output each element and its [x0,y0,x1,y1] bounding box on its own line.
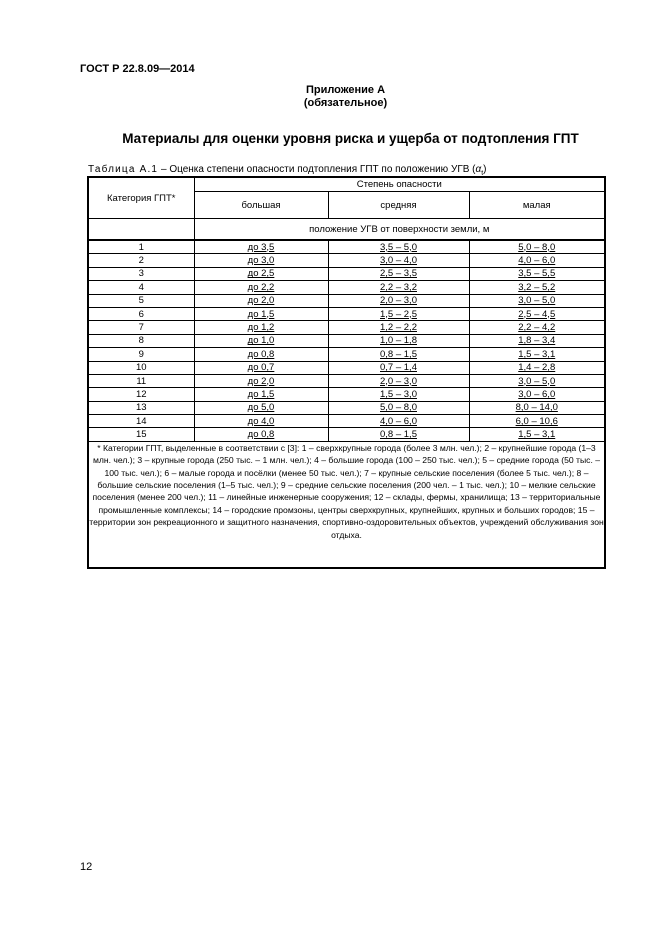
table-row [88,401,605,414]
table-caption-text: – Оценка степени опасности подтопления ГПТ по положению УГВ ( [158,164,476,175]
category-cell: 6 [88,307,194,320]
medium-hazard-cell: 0,7 – 1,4 [328,361,469,374]
high-hazard-cell: до 4,0 [194,415,328,428]
high-hazard-cell: до 0,8 [194,348,328,361]
header-degree: Степень опасности [194,177,605,192]
high-hazard-cell: до 2,5 [194,267,328,280]
low-hazard-cell: 5,0 – 8,0 [469,240,605,254]
category-cell: 8 [88,334,194,347]
high-hazard-cell: до 1,2 [194,321,328,334]
high-hazard-cell: до 0,7 [194,361,328,374]
table-body [88,240,605,441]
table-row [88,415,605,428]
table-caption-suffix: ) [483,164,487,175]
appendix-status: (обязательное) [303,97,388,109]
table-row [88,307,605,320]
medium-hazard-cell: 2,0 – 3,0 [328,374,469,387]
table-row [88,240,605,254]
medium-hazard-cell: 2,0 – 3,0 [328,294,469,307]
table-footnote: * Категории ГПТ, выделенные в соответствии с [3]: 1 – сверхкрупные города (более 3 млн. чел.); 2 – крупнейшие города (1–3 млн. чел.); 3 – крупные города (250 тыс. – 1 млн. чел.); 4 – большие города (100 – 250 тыс. чел.); 5 – средние города (50 тыс. – 100 тыс. чел.); 6 – малые города и посёлки (менее 50 тыс. чел.); 7 – крупные сельские поселения (более 5 тыс. чел.); 8 – большие сельские поселения (1–5 тыс. чел.); 9 – средние сельские поселения (200 чел. – 1 тыс. чел.); 10 – мелкие сельские поселения (менее 200 чел.); 11 – линейные инженерные сооружения; 12 – склады, фермы, хранилища; 13 – территориальные промышленные комплексы; 14 – городские промзоны, центры сверхкрупных, крупнейших, крупных и больших городов; 15 – территории зон рекреационного и защитного назначения, спортивно-оздоровительных объектов, учреждений обслуживания зон отдыха. [88,441,605,568]
low-hazard-cell: 3,5 – 5,5 [469,267,605,280]
medium-hazard-cell: 0,8 – 1,5 [328,428,469,441]
low-hazard-cell: 2,2 – 4,2 [469,321,605,334]
page-number: 12 [80,861,93,873]
section-title: Материалы для оценки уровня риска и ущерба от подтопления ГПТ [122,131,579,146]
low-hazard-cell: 1,4 – 2,8 [469,361,605,374]
header-level-medium: средняя [328,192,469,219]
low-hazard-cell: 1,5 – 3,1 [469,348,605,361]
high-hazard-cell: до 2,0 [194,374,328,387]
high-hazard-cell: до 3,0 [194,254,328,267]
medium-hazard-cell: 1,2 – 2,2 [328,321,469,334]
header-level-high: большая [194,192,328,219]
medium-hazard-cell: 2,2 – 3,2 [328,281,469,294]
low-hazard-cell: 6,0 – 10,6 [469,415,605,428]
high-hazard-cell: до 1,5 [194,307,328,320]
appendix-heading [0,84,661,110]
low-hazard-cell: 1,5 – 3,1 [469,428,605,441]
table-caption-prefix: Таблица А.1 [88,164,159,175]
hazard-table [87,176,606,569]
table-row [88,361,605,374]
high-hazard-cell: до 2,2 [194,281,328,294]
high-hazard-cell: до 5,0 [194,401,328,414]
category-cell: 2 [88,254,194,267]
high-hazard-cell: до 1,5 [194,388,328,401]
table-row [88,428,605,441]
document-code: ГОСТ Р 22.8.09—2014 [80,63,195,75]
category-cell: 1 [88,240,194,254]
low-hazard-cell: 3,0 – 5,0 [469,294,605,307]
low-hazard-cell: 4,0 – 6,0 [469,254,605,267]
header-empty-cell [88,219,194,241]
table-row [88,321,605,334]
medium-hazard-cell: 4,0 – 6,0 [328,415,469,428]
low-hazard-cell: 8,0 – 14,0 [469,401,605,414]
table-caption-subscript: t [481,170,484,177]
table-row [88,334,605,347]
table-row [88,294,605,307]
medium-hazard-cell: 5,0 – 8,0 [328,401,469,414]
category-cell: 14 [88,415,194,428]
category-cell: 4 [88,281,194,294]
medium-hazard-cell: 2,5 – 3,5 [328,267,469,280]
low-hazard-cell: 3,0 – 5,0 [469,374,605,387]
header-level-low: малая [469,192,605,219]
table-row [88,254,605,267]
table-row [88,374,605,387]
medium-hazard-cell: 3,0 – 4,0 [328,254,469,267]
category-cell: 5 [88,294,194,307]
medium-hazard-cell: 3,5 – 5,0 [328,240,469,254]
category-cell: 15 [88,428,194,441]
appendix-title: Приложение А [305,84,386,96]
table-caption-symbol: α [475,164,482,175]
medium-hazard-cell: 0,8 – 1,5 [328,348,469,361]
category-cell: 12 [88,388,194,401]
medium-hazard-cell: 1,5 – 2,5 [328,307,469,320]
low-hazard-cell: 3,0 – 6,0 [469,388,605,401]
header-category: Категория ГПТ* [88,177,194,219]
category-cell: 7 [88,321,194,334]
category-cell: 11 [88,374,194,387]
medium-hazard-cell: 1,5 – 3,0 [328,388,469,401]
high-hazard-cell: до 1,0 [194,334,328,347]
table-row [88,281,605,294]
high-hazard-cell: до 2,0 [194,294,328,307]
table-row [88,267,605,280]
category-cell: 9 [88,348,194,361]
low-hazard-cell: 2,5 – 4,5 [469,307,605,320]
category-cell: 13 [88,401,194,414]
table-row [88,388,605,401]
low-hazard-cell: 3,2 – 5,2 [469,281,605,294]
table-row [88,348,605,361]
medium-hazard-cell: 1,0 – 1,8 [328,334,469,347]
high-hazard-cell: до 3,5 [194,240,328,254]
low-hazard-cell: 1,8 – 3,4 [469,334,605,347]
high-hazard-cell: до 0,8 [194,428,328,441]
category-cell: 10 [88,361,194,374]
header-unit-row: положение УГВ от поверхности земли, м [194,219,605,241]
category-cell: 3 [88,267,194,280]
